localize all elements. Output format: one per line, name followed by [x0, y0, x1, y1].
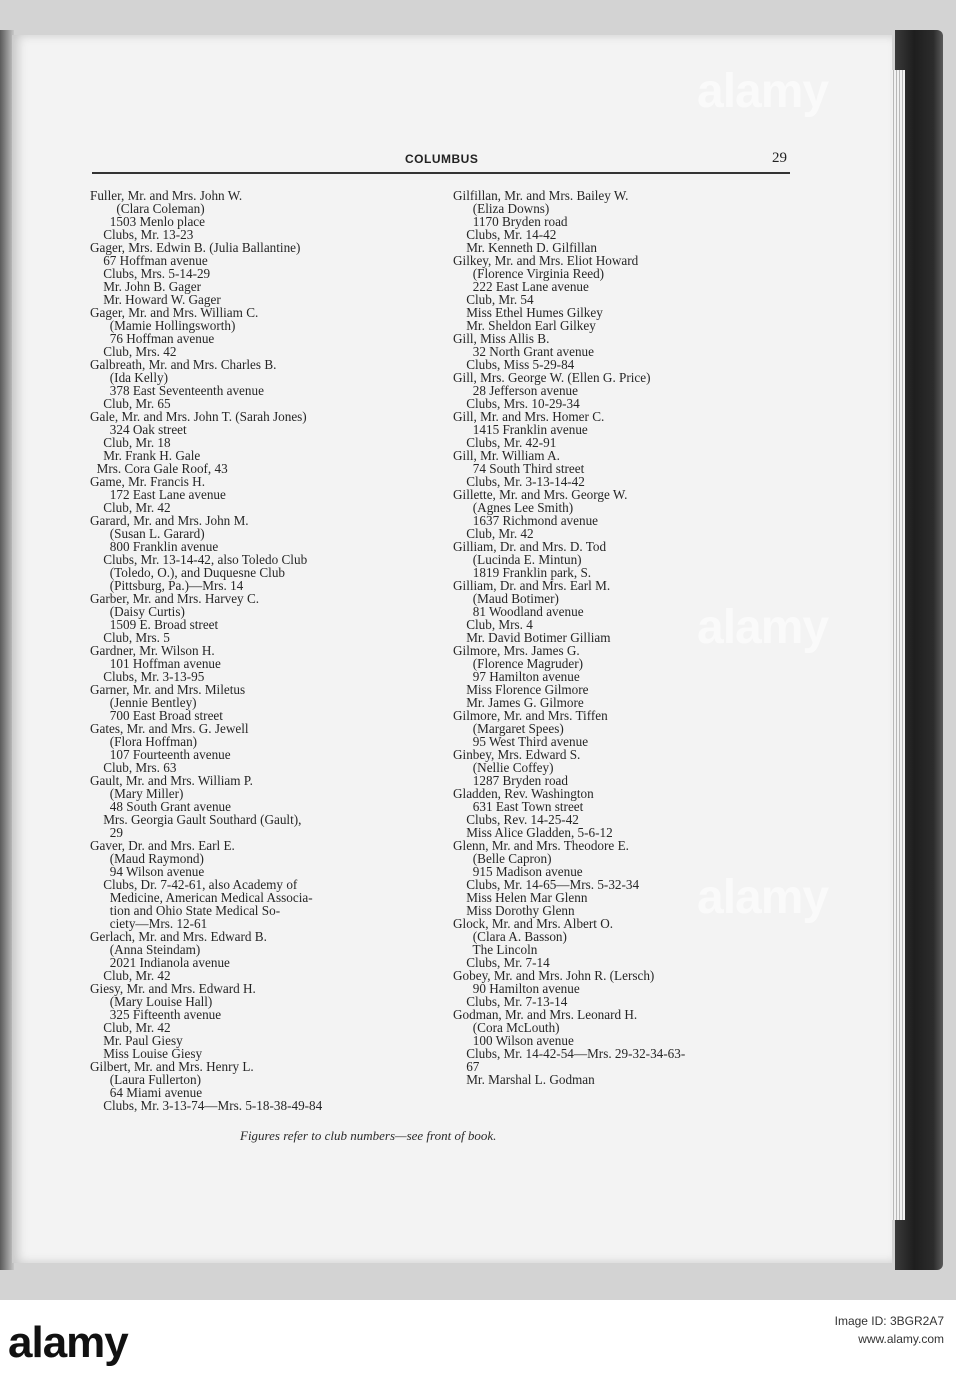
directory-line: Gilliam, Dr. and Mrs. Earl M. [453, 578, 611, 593]
directory-line: (Clara A. Basson) [453, 929, 567, 944]
directory-line: Garber, Mr. and Mrs. Harvey C. [90, 591, 260, 606]
directory-line: 1637 Richmond avenue [453, 513, 599, 528]
directory-line: Gale, Mr. and Mrs. John T. (Sarah Jones) [90, 409, 307, 424]
directory-line: Gilfillan, Mr. and Mrs. Bailey W. [453, 188, 629, 203]
directory-line: 67 [453, 1059, 480, 1074]
directory-line: Club, Mr. 54 [453, 292, 534, 307]
directory-line: Mr. James G. Gilmore [453, 695, 584, 710]
directory-line: 32 North Grant avenue [453, 344, 594, 359]
directory-line: 95 West Third avenue [453, 734, 589, 749]
directory-line: 76 Hoffman avenue [90, 331, 215, 346]
directory-line: Club, Mrs. 5 [90, 630, 170, 645]
directory-line: 97 Hamilton avenue [453, 669, 580, 684]
directory-line: Mr. Paul Giesy [90, 1033, 183, 1048]
directory-line: Gager, Mr. and Mrs. William C. [90, 305, 259, 320]
directory-line: Miss Louise Giesy [90, 1046, 203, 1061]
directory-line: Mr. Kenneth D. Gilfillan [453, 240, 597, 255]
directory-line: Game, Mr. Francis H. [90, 474, 206, 489]
directory-line: The Lincoln [453, 942, 538, 957]
directory-line: Gill, Mrs. George W. (Ellen G. Price) [453, 370, 651, 385]
page-number: 29 [772, 150, 787, 166]
directory-line: Mr. Frank H. Gale [90, 448, 201, 463]
directory-line: Gillette, Mr. and Mrs. George W. [453, 487, 628, 502]
directory-line: Clubs, Mr. 42-91 [453, 435, 557, 450]
directory-line: 90 Hamilton avenue [453, 981, 580, 996]
directory-line: Gardner, Mr. Wilson H. [90, 643, 215, 658]
directory-line: 1170 Bryden road [453, 214, 568, 229]
directory-line: Clubs, Mr. 13-23 [90, 227, 194, 242]
directory-line: Club, Mr. 65 [90, 396, 171, 411]
directory-line: Clubs, Mr. 3-13-74—Mrs. 5-18-38-49-84 [90, 1098, 323, 1113]
directory-line: 631 East Town street [453, 799, 584, 814]
directory-line: Club, Mrs. 63 [90, 760, 177, 775]
directory-line: Garner, Mr. and Mrs. Miletus [90, 682, 246, 697]
directory-line: Miss Florence Gilmore [453, 682, 589, 697]
directory-line: Miss Helen Mar Glenn [453, 890, 588, 905]
watermark: alamy [697, 871, 829, 924]
directory-line: Giesy, Mr. and Mrs. Edward H. [90, 981, 256, 996]
directory-line: Club, Mr. 18 [90, 435, 171, 450]
directory-line: (Flora Hoffman) [90, 734, 198, 749]
directory-line: (Clara Coleman) [90, 201, 205, 216]
directory-line: (Laura Fullerton) [90, 1072, 201, 1087]
directory-line: 2021 Indianola avenue [90, 955, 230, 970]
directory-line: Glenn, Mr. and Mrs. Theodore E. [453, 838, 629, 853]
directory-line: Gilmore, Mrs. James G. [453, 643, 580, 658]
directory-line: 1503 Menlo place [90, 214, 205, 229]
directory-line: Gates, Mr. and Mrs. G. Jewell [90, 721, 249, 736]
directory-line: (Mary Louise Hall) [90, 994, 213, 1009]
directory-line: ciety—Mrs. 12-61 [90, 916, 208, 931]
directory-line: 48 South Grant avenue [90, 799, 232, 814]
directory-line: Fuller, Mr. and Mrs. John W. [90, 188, 243, 203]
image-info [835, 1312, 944, 1348]
directory-line: Miss Dorothy Glenn [453, 903, 575, 918]
directory-line: Mr. Howard W. Gager [90, 292, 221, 307]
directory-line: Clubs, Rev. 14-25-42 [453, 812, 579, 827]
directory-line: Mr. Sheldon Earl Gilkey [453, 318, 596, 333]
directory-line: (Agnes Lee Smith) [453, 500, 574, 515]
directory-line: Club, Mr. 42 [90, 968, 171, 983]
directory-line: Mrs. Cora Gale Roof, 43 [90, 461, 228, 476]
directory-line: Club, Mrs. 4 [453, 617, 533, 632]
directory-line: Gilbert, Mr. and Mrs. Henry L. [90, 1059, 254, 1074]
directory-line: (Margaret Spees) [453, 721, 564, 736]
running-header [0, 152, 956, 172]
directory-line: Clubs, Mr. 3-13-14-42 [453, 474, 585, 489]
directory-line: (Belle Capron) [453, 851, 552, 866]
page-title: COLUMBUS [405, 152, 479, 166]
directory-line: Clubs, Dr. 7-42-61, also Academy of [90, 877, 298, 892]
directory-line: 29 [90, 825, 123, 840]
directory-line: 378 East Seventeenth avenue [90, 383, 264, 398]
directory-line: Clubs, Mr. 14-65—Mrs. 5-32-34 [453, 877, 640, 892]
watermark: alamy [697, 601, 829, 654]
directory-line: Miss Alice Gladden, 5-6-12 [453, 825, 613, 840]
directory-line: Club, Mrs. 42 [90, 344, 177, 359]
directory-line: 172 East Lane avenue [90, 487, 226, 502]
directory-line: 700 East Broad street [90, 708, 223, 723]
directory-line: Gaver, Dr. and Mrs. Earl E. [90, 838, 235, 853]
header-rule [92, 172, 790, 174]
site-url: www.alamy.com [858, 1332, 944, 1346]
directory-line: Mr. David Botimer Gilliam [453, 630, 611, 645]
directory-line: (Mamie Hollingsworth) [90, 318, 236, 333]
directory-line: tion and Ohio State Medical So- [90, 903, 281, 918]
directory-line: Mr. Marshal L. Godman [453, 1072, 595, 1087]
directory-line: Gladden, Rev. Washington [453, 786, 594, 801]
directory-line: Gault, Mr. and Mrs. William P. [90, 773, 253, 788]
directory-line: Gilkey, Mr. and Mrs. Eliot Howard [453, 253, 639, 268]
directory-line: 800 Franklin avenue [90, 539, 219, 554]
directory-line: 1287 Bryden road [453, 773, 569, 788]
brand-logo: alamy [8, 1318, 128, 1367]
directory-line: (Lucinda E. Mintun) [453, 552, 582, 567]
directory-line: 107 Fourteenth avenue [90, 747, 231, 762]
directory-line: Clubs, Mr. 14-42-54—Mrs. 29-32-34-63- [453, 1046, 686, 1061]
directory-line: Gager, Mrs. Edwin B. (Julia Ballantine) [90, 240, 301, 255]
directory-line: Clubs, Mr. 13-14-42, also Toledo Club [90, 552, 308, 567]
directory-line: Gill, Miss Allis B. [453, 331, 550, 346]
directory-line: Ginbey, Mrs. Edward S. [453, 747, 581, 762]
watermark: alamy [697, 65, 829, 118]
directory-line: Gobey, Mr. and Mrs. John R. (Lersch) [453, 968, 655, 983]
directory-line: (Jennie Bentley) [90, 695, 197, 710]
directory-line: (Toledo, O.), and Duquesne Club [90, 565, 286, 580]
directory-line: Clubs, Miss 5-29-84 [453, 357, 575, 372]
directory-line: 74 South Third street [453, 461, 585, 476]
directory-line: 1509 E. Broad street [90, 617, 219, 632]
directory-line: (Eliza Downs) [453, 201, 550, 216]
directory-line: Club, Mr. 42 [90, 500, 171, 515]
directory-line: 1415 Franklin avenue [453, 422, 588, 437]
directory-line: (Daisy Curtis) [90, 604, 185, 619]
directory-line: (Nellie Coffey) [453, 760, 554, 775]
directory-line: Clubs, Mrs. 10-29-34 [453, 396, 580, 411]
directory-line: Garard, Mr. and Mrs. John M. [90, 513, 249, 528]
image-id: Image ID: 3BGR2A7 [834, 1314, 944, 1328]
directory-line: (Florence Virginia Reed) [453, 266, 605, 281]
directory-line: 101 Hoffman avenue [90, 656, 221, 671]
directory-line: 94 Wilson avenue [90, 864, 205, 879]
directory-line: (Ida Kelly) [90, 370, 168, 385]
directory-line: Clubs, Mr. 14-42 [453, 227, 557, 242]
directory-line: (Susan L. Garard) [90, 526, 205, 541]
directory-line: Glock, Mr. and Mrs. Albert O. [453, 916, 614, 931]
directory-line: Club, Mr. 42 [90, 1020, 171, 1035]
directory-line: 100 Wilson avenue [453, 1033, 574, 1048]
directory-line: Godman, Mr. and Mrs. Leonard H. [453, 1007, 638, 1022]
directory-line: (Maud Raymond) [90, 851, 204, 866]
directory-line: 222 East Lane avenue [453, 279, 589, 294]
directory-line: 64 Miami avenue [90, 1085, 203, 1100]
footer-note: Figures refer to club numbers—see front of book. [240, 1128, 497, 1143]
directory-line: Miss Ethel Humes Gilkey [453, 305, 603, 320]
left-column [90, 189, 440, 1112]
directory-line: Gilmore, Mr. and Mrs. Tiffen [453, 708, 608, 723]
directory-line: Gilliam, Dr. and Mrs. D. Tod [453, 539, 607, 554]
directory-line: Clubs, Mr. 3-13-95 [90, 669, 205, 684]
directory-line: 324 Oak street [90, 422, 187, 437]
directory-line: 325 Fifteenth avenue [90, 1007, 222, 1022]
directory-line: Mrs. Georgia Gault Southard (Gault), [90, 812, 302, 827]
directory-line: Clubs, Mrs. 5-14-29 [90, 266, 211, 281]
directory-line: Clubs, Mr. 7-13-14 [453, 994, 568, 1009]
directory-line: (Mary Miller) [90, 786, 184, 801]
directory-line: 67 Hoffman avenue [90, 253, 208, 268]
stock-bottom-bar [0, 1300, 956, 1390]
directory-line: (Florence Magruder) [453, 656, 583, 671]
directory-line: Gerlach, Mr. and Mrs. Edward B. [90, 929, 267, 944]
directory-line: Gill, Mr. and Mrs. Homer C. [453, 409, 605, 424]
directory-line: Mr. John B. Gager [90, 279, 201, 294]
directory-line: Gill, Mr. William A. [453, 448, 560, 463]
directory-line: 28 Jefferson avenue [453, 383, 578, 398]
directory-line: (Maud Botimer) [453, 591, 559, 606]
directory-line: (Pittsburg, Pa.)—Mrs. 14 [90, 578, 244, 593]
directory-line: Medicine, American Medical Associa- [90, 890, 313, 905]
directory-line: 915 Madison avenue [453, 864, 583, 879]
directory-line: Clubs, Mr. 7-14 [453, 955, 550, 970]
directory-line: Club, Mr. 42 [453, 526, 534, 541]
directory-line: (Cora McLouth) [453, 1020, 560, 1035]
directory-line: 81 Woodland avenue [453, 604, 584, 619]
directory-line: 1819 Franklin park, S. [453, 565, 592, 580]
directory-line: Galbreath, Mr. and Mrs. Charles B. [90, 357, 277, 372]
directory-line: (Anna Steindam) [90, 942, 201, 957]
